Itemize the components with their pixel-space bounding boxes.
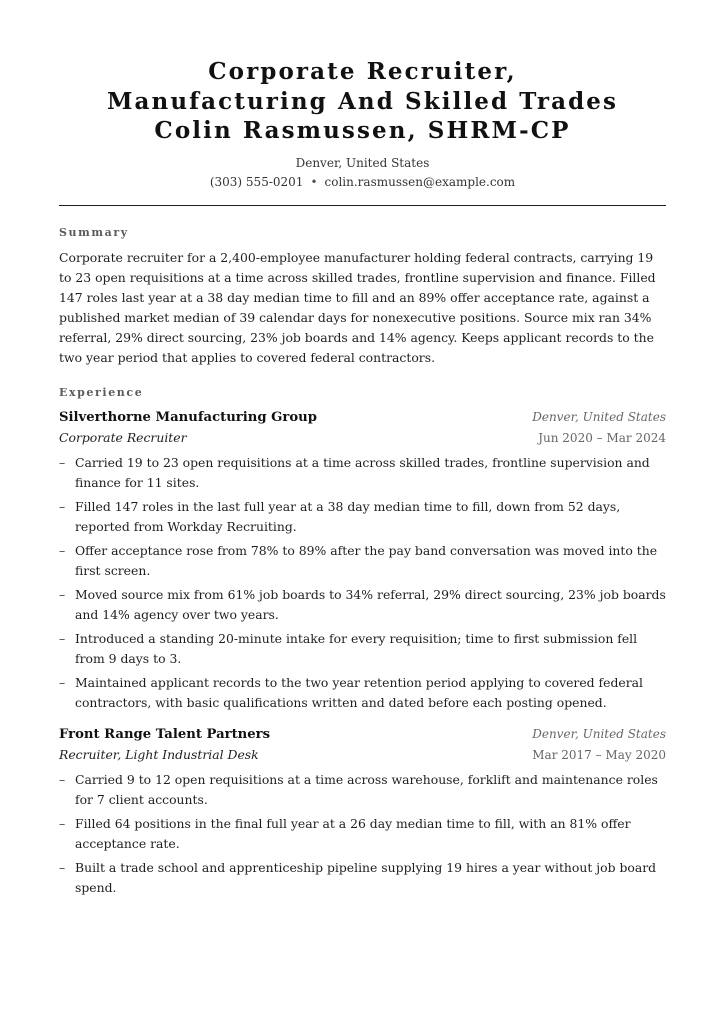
title-line-3: Colin Rasmussen, SHRM-CP bbox=[154, 117, 571, 144]
summary-heading: Summary bbox=[59, 226, 129, 239]
bullet-text: Filled 64 positions in the final full year at a 26 day median time to fill, with an 81% offer acceptance rate. bbox=[75, 816, 631, 851]
job-bullet bbox=[59, 814, 666, 853]
bullet-dash: – bbox=[59, 499, 66, 514]
bullet-text: Maintained applicant records to the two year retention period applying to covered federal contractors, with basic qualifications written and dated before each posting opened. bbox=[75, 675, 643, 710]
bullet-text: Built a trade school and apprenticeship pipeline supplying 19 hires a year without job board spend. bbox=[75, 860, 657, 895]
job-subheader-row bbox=[59, 430, 666, 450]
bullet-text: Carried 9 to 12 open requisitions at a time across warehouse, forklift and maintenance roles for 7 client accounts. bbox=[75, 772, 658, 807]
job-bullet bbox=[59, 673, 666, 712]
bullet-dash: – bbox=[59, 816, 66, 831]
bullet-dash: – bbox=[59, 631, 66, 646]
bullet-text: Offer acceptance rose from 78% to 89% after the pay band conversation was moved into the first screen. bbox=[75, 543, 658, 578]
header-location: Denver, United States bbox=[295, 155, 430, 170]
job-location: Denver, United States bbox=[532, 410, 666, 424]
job-dates: Jun 2020 – Mar 2024 bbox=[538, 430, 666, 445]
contact-separator: • bbox=[310, 174, 318, 189]
phone-number: (303) 555-0201 bbox=[209, 174, 304, 189]
bullet-dash: – bbox=[59, 455, 66, 470]
job-location: Denver, United States bbox=[532, 727, 666, 741]
job-bullet bbox=[59, 770, 666, 809]
job-company: Silverthorne Manufacturing Group bbox=[59, 410, 317, 425]
bullet-text: Moved source mix from 61% job boards to 34% referral, 29% direct sourcing, 23% job boards and 14% agency over two years. bbox=[75, 587, 666, 622]
job-dates: Mar 2017 – May 2020 bbox=[532, 747, 666, 762]
job-company: Front Range Talent Partners bbox=[59, 727, 271, 742]
job-header-row bbox=[59, 410, 666, 430]
bullet-dash: – bbox=[59, 543, 66, 558]
job-title: Corporate Recruiter bbox=[59, 429, 187, 445]
job-subheader-row bbox=[59, 747, 666, 767]
title-line-2: Manufacturing And Skilled Trades bbox=[106, 87, 619, 115]
resume-header bbox=[59, 0, 666, 192]
job-title: Recruiter, Light Industrial Desk bbox=[59, 746, 259, 762]
bullet-text: Filled 147 roles in the last full year at a 38 day median time to fill, down from 52 days, reported from Workday Recruiting. bbox=[75, 499, 621, 534]
contact-line bbox=[59, 173, 666, 192]
resume-page bbox=[59, 0, 666, 895]
bullet-dash: – bbox=[59, 860, 66, 875]
job-bullet-list bbox=[59, 453, 666, 712]
bullet-dash: – bbox=[59, 675, 66, 690]
job-bullet bbox=[59, 497, 666, 536]
header-divider bbox=[59, 205, 666, 206]
bullet-dash: – bbox=[59, 772, 66, 787]
job-header-row bbox=[59, 727, 666, 747]
job-bullet bbox=[59, 585, 666, 624]
job-bullet bbox=[59, 453, 666, 492]
job-entry bbox=[59, 410, 666, 717]
title-line-1: Corporate Recruiter, bbox=[208, 58, 517, 85]
bullet-dash: – bbox=[59, 587, 66, 602]
bullet-text: Introduced a standing 20-minute intake for every requisition; time to first submission fell from 9 days to 3. bbox=[75, 631, 638, 666]
experience-heading: Experience bbox=[59, 386, 144, 399]
job-bullet bbox=[59, 858, 666, 897]
email-address: colin.rasmussen@example.com bbox=[324, 174, 516, 189]
bullet-text: Carried 19 to 23 open requisitions at a time across skilled trades, frontline supervision and finance for 11 sites. bbox=[75, 455, 650, 490]
job-bullet bbox=[59, 541, 666, 580]
summary-text: Corporate recruiter for a 2,400-employee manufacturer holding federal contracts, carrying 19 to 23 open requisitions at a time across skilled trades, frontline supervision and finance. Filled 147 roles last year at a 38 day median time to fill and an 89% offer acceptance rate, against a published market median of 39 calendar days for nonexecutive positions. Source mix ran 34% referral, 29% direct sourcing, 23% job boards and 14% agency. Keeps applicant records to the two year period that applies to covered federal contractors. bbox=[59, 250, 656, 365]
job-entry bbox=[59, 727, 666, 902]
job-bullet-list bbox=[59, 770, 666, 897]
job-bullet bbox=[59, 629, 666, 668]
